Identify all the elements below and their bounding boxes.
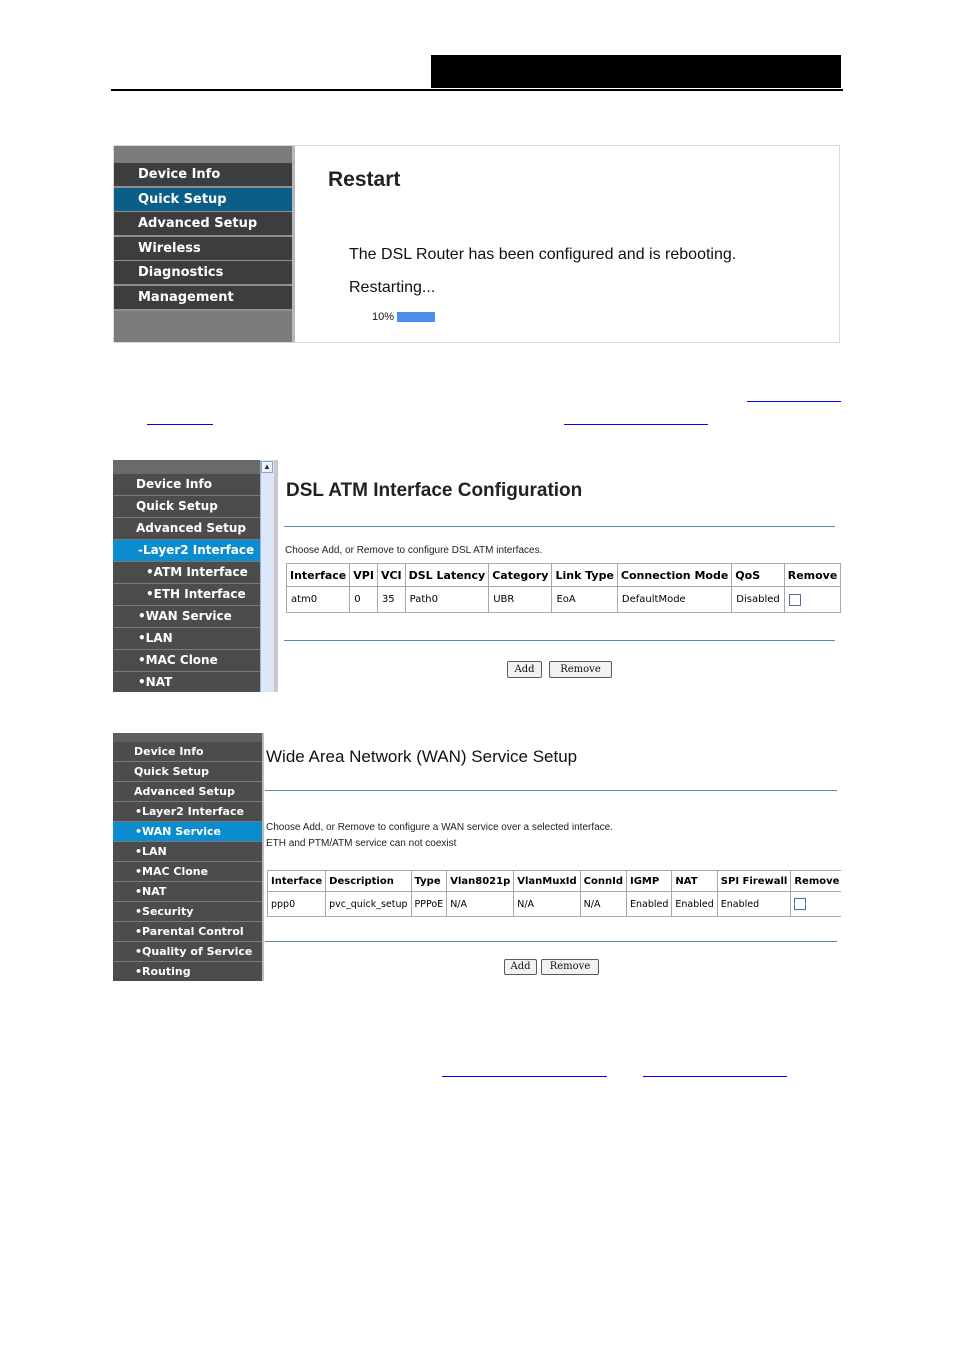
col-spi-firewall: SPI Firewall	[717, 871, 791, 892]
col-vci: VCI	[377, 564, 405, 587]
nav-quick-setup[interactable]: Quick Setup	[113, 496, 260, 518]
cell-type: PPPoE	[411, 892, 447, 917]
restart-nav	[114, 146, 295, 343]
atm-interface-table	[286, 563, 841, 613]
atm-description: Choose Add, or Remove to configure DSL ATM interfaces.	[285, 545, 543, 556]
col-igmp: IGMP	[627, 871, 672, 892]
nav-nat[interactable]: •NAT	[113, 672, 260, 692]
remove-checkbox[interactable]	[789, 594, 801, 606]
title-rule	[265, 790, 837, 791]
progress-percent: 10%	[372, 311, 395, 323]
col-interface: Interface	[287, 564, 350, 587]
doc-link-underline-2[interactable]	[147, 424, 213, 425]
table-header-row	[287, 564, 841, 587]
nav-nat[interactable]: •NAT	[113, 882, 262, 902]
col-interface: Interface	[268, 871, 326, 892]
cell-vlan8021p: N/A	[447, 892, 514, 917]
cell-remove	[784, 587, 841, 613]
nav-mac-clone[interactable]: •MAC Clone	[113, 862, 262, 882]
col-vlanmuxid: VlanMuxId	[514, 871, 580, 892]
cell-igmp: Enabled	[627, 892, 672, 917]
atm-screenshot	[113, 460, 841, 692]
nav-routing[interactable]: •Routing	[113, 962, 262, 981]
table-row	[268, 892, 842, 917]
cell-connection-mode: DefaultMode	[617, 587, 731, 613]
restart-screenshot	[113, 145, 840, 343]
col-remove: Remove	[791, 871, 841, 892]
nav-advanced-setup[interactable]: Advanced Setup	[114, 212, 292, 237]
col-remove: Remove	[784, 564, 841, 587]
remove-button[interactable]: Remove	[541, 959, 599, 975]
nav-management[interactable]: Management	[114, 286, 292, 311]
restart-message: The DSL Router has been configured and is rebooting.	[349, 246, 737, 263]
nav-lan[interactable]: •LAN	[113, 842, 262, 862]
scroll-up-icon[interactable]: ▲	[261, 461, 273, 473]
nav-security[interactable]: •Security	[113, 902, 262, 922]
cell-spi-firewall: Enabled	[717, 892, 791, 917]
cell-interface: atm0	[287, 587, 350, 613]
cell-vci: 35	[377, 587, 405, 613]
cell-description: pvc_quick_setup	[326, 892, 411, 917]
header-bar	[431, 55, 841, 88]
restarting-text: Restarting...	[349, 279, 436, 296]
nav-eth-interface[interactable]: •ETH Interface	[113, 584, 260, 606]
doc-link-underline-4[interactable]	[442, 1076, 607, 1077]
doc-link-underline-3[interactable]	[564, 424, 708, 425]
nav-layer2-interface[interactable]: •Layer2 Interface	[113, 802, 262, 822]
wan-description: Choose Add, or Remove to configure a WAN service over a selected interface.	[266, 822, 614, 833]
cell-vlanmuxid: N/A	[514, 892, 580, 917]
nav-lan[interactable]: •LAN	[113, 628, 260, 650]
nav-wireless[interactable]: Wireless	[114, 237, 292, 262]
nav-wan-service[interactable]: •WAN Service	[113, 822, 262, 842]
cell-remove	[791, 892, 841, 917]
nav-scrollbar[interactable]	[260, 460, 274, 692]
col-description: Description	[326, 871, 411, 892]
col-connection-mode: Connection Mode	[617, 564, 731, 587]
col-type: Type	[411, 871, 447, 892]
nav-quick-setup[interactable]: Quick Setup	[114, 188, 292, 213]
col-link-type: Link Type	[552, 564, 617, 587]
title-rule	[284, 526, 835, 527]
table-rule	[265, 941, 837, 942]
frame-divider	[262, 733, 264, 981]
atm-nav	[113, 460, 260, 692]
cell-vpi: 0	[350, 587, 378, 613]
remove-checkbox[interactable]	[794, 898, 806, 910]
header-rule	[111, 89, 843, 91]
wan-coexist-note: ETH and PTM/ATM service can not coexist	[266, 838, 457, 849]
nav-layer2-interface[interactable]: -Layer2 Interface	[113, 540, 260, 562]
wan-page-title: Wide Area Network (WAN) Service Setup	[266, 747, 578, 766]
cell-category: UBR	[489, 587, 552, 613]
cell-qos: Disabled	[732, 587, 784, 613]
col-vpi: VPI	[350, 564, 378, 587]
add-button[interactable]: Add	[507, 661, 542, 678]
col-connid: ConnId	[580, 871, 626, 892]
remove-button[interactable]: Remove	[549, 661, 612, 678]
restart-title: Restart	[328, 168, 401, 191]
atm-page-title: DSL ATM Interface Configuration	[286, 480, 583, 501]
cell-link-type: EoA	[552, 587, 617, 613]
col-category: Category	[489, 564, 552, 587]
nav-device-info[interactable]: Device Info	[113, 742, 262, 762]
progress-bar-fill	[397, 312, 435, 322]
wan-service-table	[267, 870, 841, 917]
cell-interface: ppp0	[268, 892, 326, 917]
nav-wan-service[interactable]: •WAN Service	[113, 606, 260, 628]
cell-dsl-latency: Path0	[405, 587, 489, 613]
table-rule	[284, 640, 835, 641]
cell-nat: Enabled	[672, 892, 717, 917]
wan-nav	[113, 733, 262, 981]
col-dsl-latency: DSL Latency	[405, 564, 489, 587]
nav-device-info[interactable]: Device Info	[114, 163, 292, 188]
frame-divider	[274, 460, 278, 692]
nav-advanced-setup[interactable]: Advanced Setup	[113, 782, 262, 802]
cell-connid: N/A	[580, 892, 626, 917]
col-vlan8021p: Vlan8021p	[447, 871, 514, 892]
nav-atm-interface[interactable]: •ATM Interface	[113, 562, 260, 584]
table-header-row	[268, 871, 842, 892]
add-button[interactable]: Add	[504, 959, 537, 975]
wan-screenshot	[113, 733, 841, 981]
nav-mac-clone[interactable]: •MAC Clone	[113, 650, 260, 672]
nav-advanced-setup[interactable]: Advanced Setup	[113, 518, 260, 540]
table-row	[287, 587, 841, 613]
nav-quality-of-service[interactable]: •Quality of Service	[113, 942, 262, 962]
nav-device-info[interactable]: Device Info	[113, 474, 260, 496]
nav-quick-setup[interactable]: Quick Setup	[113, 762, 262, 782]
progress-bar	[397, 312, 435, 322]
col-nat: NAT	[672, 871, 717, 892]
doc-link-underline-1[interactable]	[747, 401, 841, 402]
nav-parental-control[interactable]: •Parental Control	[113, 922, 262, 942]
col-qos: QoS	[732, 564, 784, 587]
nav-diagnostics[interactable]: Diagnostics	[114, 261, 292, 286]
doc-link-underline-5[interactable]	[643, 1076, 787, 1077]
